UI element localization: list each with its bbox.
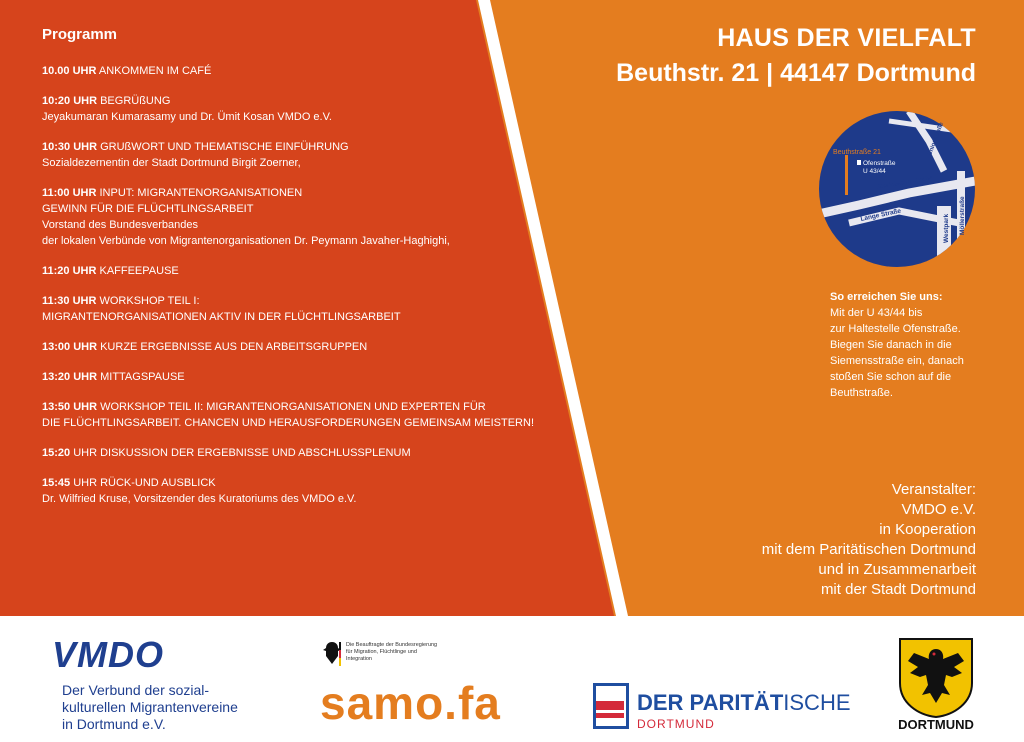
venue-name: HAUS DER VIELFALT	[717, 24, 976, 52]
program-entry-text: WORKSHOP TEIL I:	[99, 295, 200, 307]
program-entry-text: Dr. Wilfried Kruse, Vorsitzender des Kuratoriums des VMDO e.V.	[42, 493, 357, 505]
program-heading: Programm	[42, 26, 118, 43]
federal-commissioner-text	[346, 642, 456, 663]
directions-line: zur Haltestelle Ofenstraße.	[830, 323, 961, 335]
program-entry-line	[42, 139, 602, 155]
program-entry	[42, 399, 602, 431]
program-entry-text: KURZE ERGEBNISSE AUS DEN ARBEITSGRUPPEN	[100, 341, 368, 353]
map-label-unionstrasse: Unionstraße	[927, 121, 945, 157]
program-entry-text: BEGRÜßUNG	[100, 95, 171, 107]
program-entry-line	[42, 293, 602, 309]
program-entry-time: 13:20 UHR	[42, 371, 98, 383]
program-entry-line	[42, 369, 602, 385]
program-entry-time: 11:20 UHR	[42, 265, 97, 277]
paritaet-name-bold: DER PARITÄT	[637, 690, 784, 715]
program-entry-text: KAFFEEPAUSE	[99, 265, 179, 277]
program-entry	[42, 263, 602, 279]
map-label-westpark: Westpark	[943, 213, 950, 243]
program-entry-text: MIGRANTENORGANISATIONEN AKTIV IN DER FLÜCHTLINGSARBEIT	[42, 311, 401, 323]
dortmund-crest-icon	[896, 637, 976, 719]
vmdo-subtitle-line: kulturellen Migrantenvereine	[62, 699, 238, 715]
program-entry	[42, 185, 602, 249]
program-entry-text: WORKSHOP TEIL II: MIGRANTENORGANISATIONEN UND EXPERTEN FÜR	[100, 401, 486, 413]
paritaet-city: DORTMUND	[637, 717, 715, 731]
program-entry-line	[42, 201, 602, 217]
paritaet-name	[637, 690, 851, 716]
program-entry	[42, 63, 602, 79]
program-entry-line	[42, 475, 602, 491]
program-entry-text: INPUT: MIGRANTENORGANISATIONEN	[99, 187, 303, 199]
directions-text	[830, 305, 990, 401]
directions-line: Beuthstraße.	[830, 387, 893, 399]
program-entry	[42, 93, 602, 125]
directions-heading: So erreichen Sie uns:	[830, 291, 943, 303]
program-entry-time: 13:50 UHR	[42, 401, 98, 413]
program-entry-text: ANKOMMEN IM CAFÉ	[98, 65, 212, 77]
samofa-logo: samo.fa	[320, 677, 501, 729]
program-entry-text: Vorstand des Bundesverbandes	[42, 219, 198, 231]
federal-commissioner-line: für Migration, Flüchtlinge und	[346, 649, 417, 655]
organizer-line: Veranstalter:	[891, 481, 976, 498]
program-entry-line	[42, 399, 602, 415]
organizer-line: mit der Stadt Dortmund	[820, 581, 976, 598]
program-entry-line	[42, 309, 602, 325]
program-entry	[42, 369, 602, 385]
program-entries	[42, 63, 602, 507]
program-entry	[42, 139, 602, 171]
federal-commissioner-line: Die Beauftragte der Bundesregierung	[346, 642, 438, 648]
directions-block	[830, 289, 990, 401]
vmdo-subtitle	[62, 682, 238, 733]
program-entry-text: DIE FLÜCHTLINGSARBEIT. CHANCEN UND HERAUSFORDERUNGEN GEMEINSAM MEISTERN!	[42, 417, 534, 429]
program-entry-text: UHR RÜCK-UND AUSBLICK	[73, 477, 216, 489]
program-entry-line	[42, 339, 602, 355]
program-entry-text: Jeyakumaran Kumarasamy und Dr. Ümit Kosan VMDO e.V.	[42, 111, 332, 123]
map-label-moellerstrasse: Möllerstraße	[959, 196, 966, 235]
paritaet-logo-bar-small	[596, 713, 624, 718]
location-map	[819, 111, 975, 267]
vmdo-subtitle-line: in Dortmund e.V.	[62, 716, 166, 732]
federal-eagle-icon	[322, 640, 342, 666]
program-entry-time: 15:45	[42, 477, 71, 489]
directions-line: Mit der U 43/44 bis	[830, 307, 923, 319]
venue-block	[616, 24, 976, 88]
program-entry-time: 11:30 UHR	[42, 295, 97, 307]
program-entry-line	[42, 263, 602, 279]
map-label-lange: Lange Straße	[859, 207, 902, 223]
program-entry-line	[42, 491, 602, 507]
organizer-line: und in Zusammenarbeit	[818, 561, 976, 578]
program-entry-line	[42, 233, 602, 249]
directions-line: Siemensstraße ein, danach	[830, 355, 964, 367]
program-entry-time: 10.00 UHR	[42, 65, 97, 77]
federal-commissioner-line: Integration	[346, 656, 372, 662]
program-entry-time: 10:30 UHR	[42, 141, 98, 153]
program-entry-text: GEWINN FÜR DIE FLÜCHTLINGSARBEIT	[42, 203, 254, 215]
program-entry-line	[42, 415, 602, 431]
program-entry-text: GRUßWORT UND THEMATISCHE EINFÜHRUNG	[100, 141, 349, 153]
organizer-line: mit dem Paritätischen Dortmund	[761, 541, 976, 558]
program-entry-line	[42, 63, 602, 79]
program-entry	[42, 293, 602, 325]
map-label-line: U 43/44	[863, 168, 886, 175]
paritaet-logo-bar	[596, 701, 624, 710]
program-entry-time: 10:20 UHR	[42, 95, 98, 107]
program-entry-line	[42, 155, 602, 171]
program-entry-line	[42, 109, 602, 125]
program-entry-time: 15:20	[42, 447, 71, 459]
directions-line: Biegen Sie danach in die	[830, 339, 952, 351]
program-entry-time: 11:00 UHR	[42, 187, 97, 199]
program-entry	[42, 475, 602, 507]
vmdo-logo: VMDO	[52, 634, 164, 675]
program-entry-text: UHR DISKUSSION DER ERGEBNISSE UND ABSCHLUSSPLENUM	[73, 447, 411, 459]
program-entry-text: der lokalen Verbünde von Migrantenorganisationen Dr. Peymann Javaher-Haghighi,	[42, 235, 450, 247]
map-label-beuthstrasse: Beuthstraße 21	[833, 149, 881, 156]
map-label-ofenstrasse: Ofenstraße	[863, 160, 896, 167]
program-entry-line	[42, 445, 602, 461]
program-section	[42, 26, 602, 521]
program-entry-line	[42, 93, 602, 109]
map-label-rheinische: Rheinische Straße	[876, 174, 934, 191]
vmdo-subtitle-line: Der Verbund der sozial-	[62, 682, 210, 698]
program-entry	[42, 339, 602, 355]
program-entry-time: 13:00 UHR	[42, 341, 98, 353]
program-entry-line	[42, 217, 602, 233]
paritaet-name-rest: ISCHE	[783, 690, 851, 715]
program-entry-line	[42, 185, 602, 201]
program-entry	[42, 445, 602, 461]
venue-address: Beuthstr. 21 | 44147 Dortmund	[616, 59, 976, 87]
program-entry-text: MITTAGSPAUSE	[100, 371, 185, 383]
program-entry-text: Sozialdezernentin der Stadt Dortmund Birgit Zoerner,	[42, 157, 301, 169]
dortmund-label: DORTMUND	[898, 717, 974, 732]
directions-line: stoßen Sie schon auf die	[830, 371, 952, 383]
organizer-block	[762, 480, 976, 600]
organizer-line: VMDO e.V.	[901, 501, 976, 518]
organizer-line: in Kooperation	[879, 521, 976, 538]
